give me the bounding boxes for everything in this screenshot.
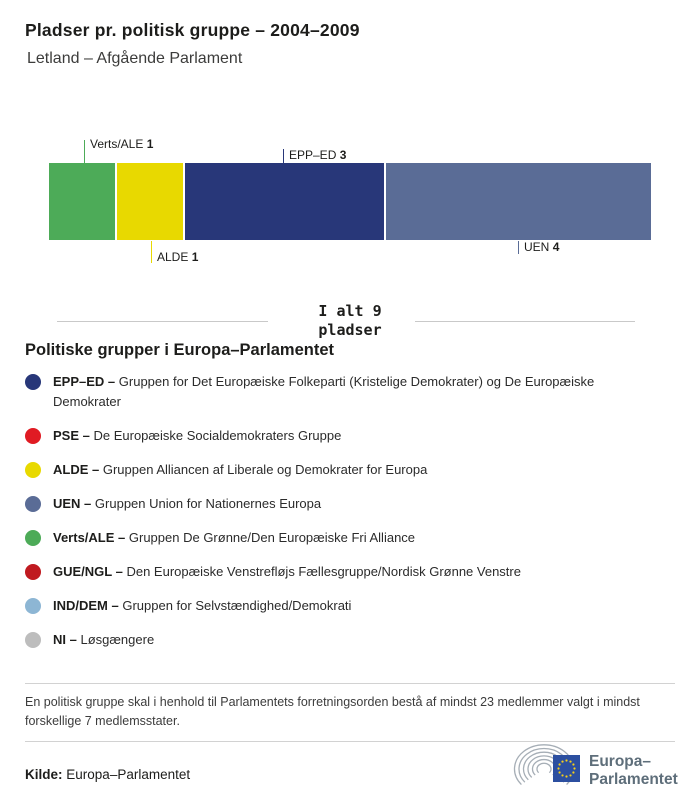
legend-item-alde	[25, 460, 637, 480]
legend-desc: Gruppen Union for Nationernes Europa	[94, 496, 322, 511]
uen-label: UEN	[524, 240, 550, 254]
legend-desc: De Europæiske Socialdemokraters Gruppe	[93, 428, 342, 443]
bar-label-alde	[157, 250, 198, 264]
total-seats-line2: pladser	[318, 321, 382, 339]
epp-ed-label: EPP–ED	[289, 148, 337, 162]
bar-segment-uen	[386, 163, 651, 240]
source-label: Kilde:	[25, 767, 63, 782]
alde-seats: 1	[191, 250, 199, 264]
epp-ed-seats: 3	[339, 148, 347, 162]
legend-item-verts-ale	[25, 528, 637, 548]
legend-abbr: GUE/NGL –	[53, 564, 123, 579]
legend-abbr: PSE –	[53, 428, 90, 443]
bar-segment-alde	[117, 163, 183, 240]
total-seats-line1: I alt 9	[318, 302, 382, 320]
legend-desc: Gruppen Alliancen af Liberale og Demokrater for Europa	[102, 462, 428, 477]
legend-abbr: IND/DEM –	[53, 598, 119, 613]
ind-dem-color-dot	[25, 598, 41, 614]
legend	[25, 372, 637, 664]
bar-label-uen	[524, 240, 559, 254]
legend-desc: Gruppen De Grønne/Den Europæiske Fri Alliance	[128, 530, 416, 545]
eu-flag-icon	[553, 755, 580, 782]
uen-tick-line	[518, 241, 519, 254]
verts-ale-color-dot	[25, 530, 41, 546]
legend-item-ni	[25, 630, 637, 650]
legend-item-gue-ngl	[25, 562, 637, 582]
alde-tick-line	[151, 241, 152, 263]
epp-ed-tick-line	[283, 149, 284, 163]
legend-desc: Gruppen for Det Europæiske Folkeparti (Kristelige Demokrater) og De Europæiske Demokrater	[53, 374, 595, 409]
bar-label-verts-ale	[90, 137, 153, 151]
logo-text-line2: Parlamentet	[589, 771, 678, 788]
legend-desc: Gruppen for Selvstændighed/Demokrati	[122, 598, 352, 613]
footnote: En politisk gruppe skal i henhold til Parlamentets forretningsorden bestå af mindst 23 medlemmer valgt i mindst forskellige 7 medlemsstater.	[25, 683, 675, 742]
alde-color-dot	[25, 462, 41, 478]
legend-abbr: Verts/ALE –	[53, 530, 126, 545]
gue-ngl-color-dot	[25, 564, 41, 580]
verts-ale-tick-line	[84, 140, 85, 163]
source-value: Europa–Parlamentet	[66, 767, 191, 782]
total-seats-label	[250, 302, 450, 340]
legend-heading: Politiske grupper i Europa–Parlamentet	[25, 341, 335, 359]
source-line	[25, 767, 190, 782]
page-subtitle: Letland – Afgående Parlament	[27, 50, 243, 67]
legend-abbr: NI –	[53, 632, 77, 647]
legend-desc: Den Europæiske Venstrefløjs Fællesgruppe/Nordisk Grønne Venstre	[126, 564, 521, 579]
seat-bar	[49, 163, 651, 240]
epp-ed-color-dot	[25, 374, 41, 390]
bar-segment-verts-ale	[49, 163, 115, 240]
uen-seats: 4	[552, 240, 560, 254]
pse-color-dot	[25, 428, 41, 444]
divider-line-left	[57, 321, 268, 322]
legend-item-uen	[25, 494, 637, 514]
legend-item-epp-ed	[25, 372, 637, 412]
europa-parlamentet-logo	[513, 742, 685, 800]
legend-abbr: ALDE –	[53, 462, 100, 477]
legend-abbr: EPP–ED –	[53, 374, 116, 389]
bar-segment-epp-ed	[185, 163, 384, 240]
legend-desc: Løsgængere	[80, 632, 155, 647]
legend-item-pse	[25, 426, 637, 446]
legend-item-ind-dem	[25, 596, 637, 616]
page-title: Pladser pr. politisk gruppe – 2004–2009	[25, 20, 360, 40]
ni-color-dot	[25, 632, 41, 648]
alde-label: ALDE	[157, 250, 189, 264]
logo-text-line1: Europa–	[589, 753, 652, 770]
verts-ale-seats: 1	[146, 137, 154, 151]
bar-label-epp-ed	[289, 148, 346, 162]
verts-ale-label: Verts/ALE	[90, 137, 144, 151]
uen-color-dot	[25, 496, 41, 512]
legend-abbr: UEN –	[53, 496, 92, 511]
